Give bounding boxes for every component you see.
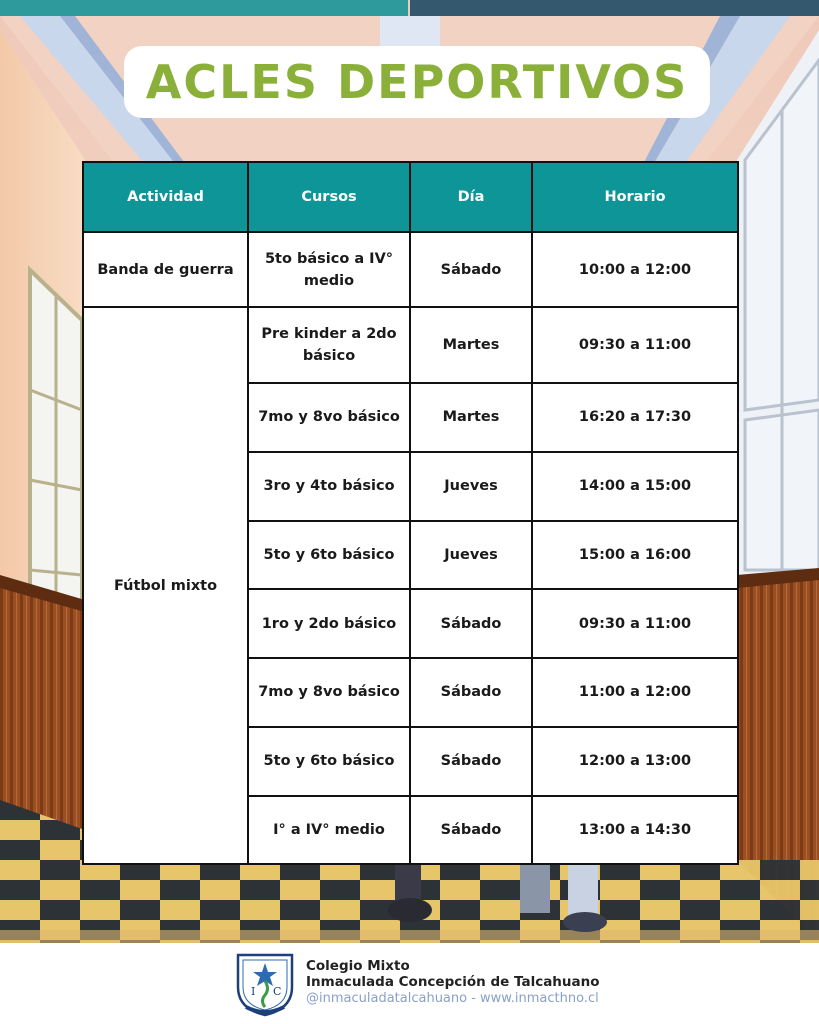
school-crest-logo <box>234 951 296 1017</box>
cell-actividad: Fútbol mixto <box>83 307 248 864</box>
cell-dia: Sábado <box>410 658 532 727</box>
cell-dia: Sábado <box>410 796 532 865</box>
cell-actividad: Banda de guerra <box>83 232 248 307</box>
cell-dia: Jueves <box>410 521 532 590</box>
header-actividad: Actividad <box>83 162 248 232</box>
cell-horario: 13:00 a 14:30 <box>532 796 738 865</box>
cell-horario: 11:00 a 12:00 <box>532 658 738 727</box>
social-links[interactable]: @inmaculadatalcahuano - www.inmacthno.cl <box>306 991 599 1006</box>
cell-dia: Sábado <box>410 232 532 307</box>
top-accent-bar-navy <box>410 0 819 16</box>
cell-curso: 5to y 6to básico <box>248 521 410 590</box>
header-dia: Día <box>410 162 532 232</box>
cell-curso: I° a IV° medio <box>248 796 410 865</box>
cell-curso: 7mo y 8vo básico <box>248 658 410 727</box>
cell-horario: 10:00 a 12:00 <box>532 232 738 307</box>
cell-curso: Pre kinder a 2do básico <box>248 307 410 383</box>
cell-dia: Sábado <box>410 727 532 796</box>
cell-horario: 09:30 a 11:00 <box>532 589 738 658</box>
cell-curso: 3ro y 4to básico <box>248 452 410 521</box>
cell-horario: 15:00 a 16:00 <box>532 521 738 590</box>
cell-dia: Martes <box>410 383 532 452</box>
school-name-line2: Inmaculada Concepción de Talcahuano <box>306 974 600 990</box>
cell-curso: 1ro y 2do básico <box>248 589 410 658</box>
table-row <box>83 307 738 383</box>
cell-horario: 09:30 a 11:00 <box>532 307 738 383</box>
cell-horario: 16:20 a 17:30 <box>532 383 738 452</box>
table-row <box>83 232 738 307</box>
cell-horario: 12:00 a 13:00 <box>532 727 738 796</box>
school-name-line1: Colegio Mixto <box>306 958 410 974</box>
crest-letter-i: I <box>251 985 256 998</box>
crest-letter-c: C <box>273 985 282 998</box>
page-title: ACLES DEPORTIVOS <box>145 55 689 109</box>
table-header-row <box>83 162 738 232</box>
cell-dia: Martes <box>410 307 532 383</box>
cell-curso: 5to básico a IV° medio <box>248 232 410 307</box>
cell-horario: 14:00 a 15:00 <box>532 452 738 521</box>
cell-dia: Jueves <box>410 452 532 521</box>
footer-text <box>306 958 600 1007</box>
title-banner <box>124 46 710 118</box>
header-cursos: Cursos <box>248 162 410 232</box>
header-horario: Horario <box>532 162 738 232</box>
cell-dia: Sábado <box>410 589 532 658</box>
top-accent-bar-teal <box>0 0 408 16</box>
cell-curso: 5to y 6to básico <box>248 727 410 796</box>
schedule-table <box>82 161 739 865</box>
cell-curso: 7mo y 8vo básico <box>248 383 410 452</box>
